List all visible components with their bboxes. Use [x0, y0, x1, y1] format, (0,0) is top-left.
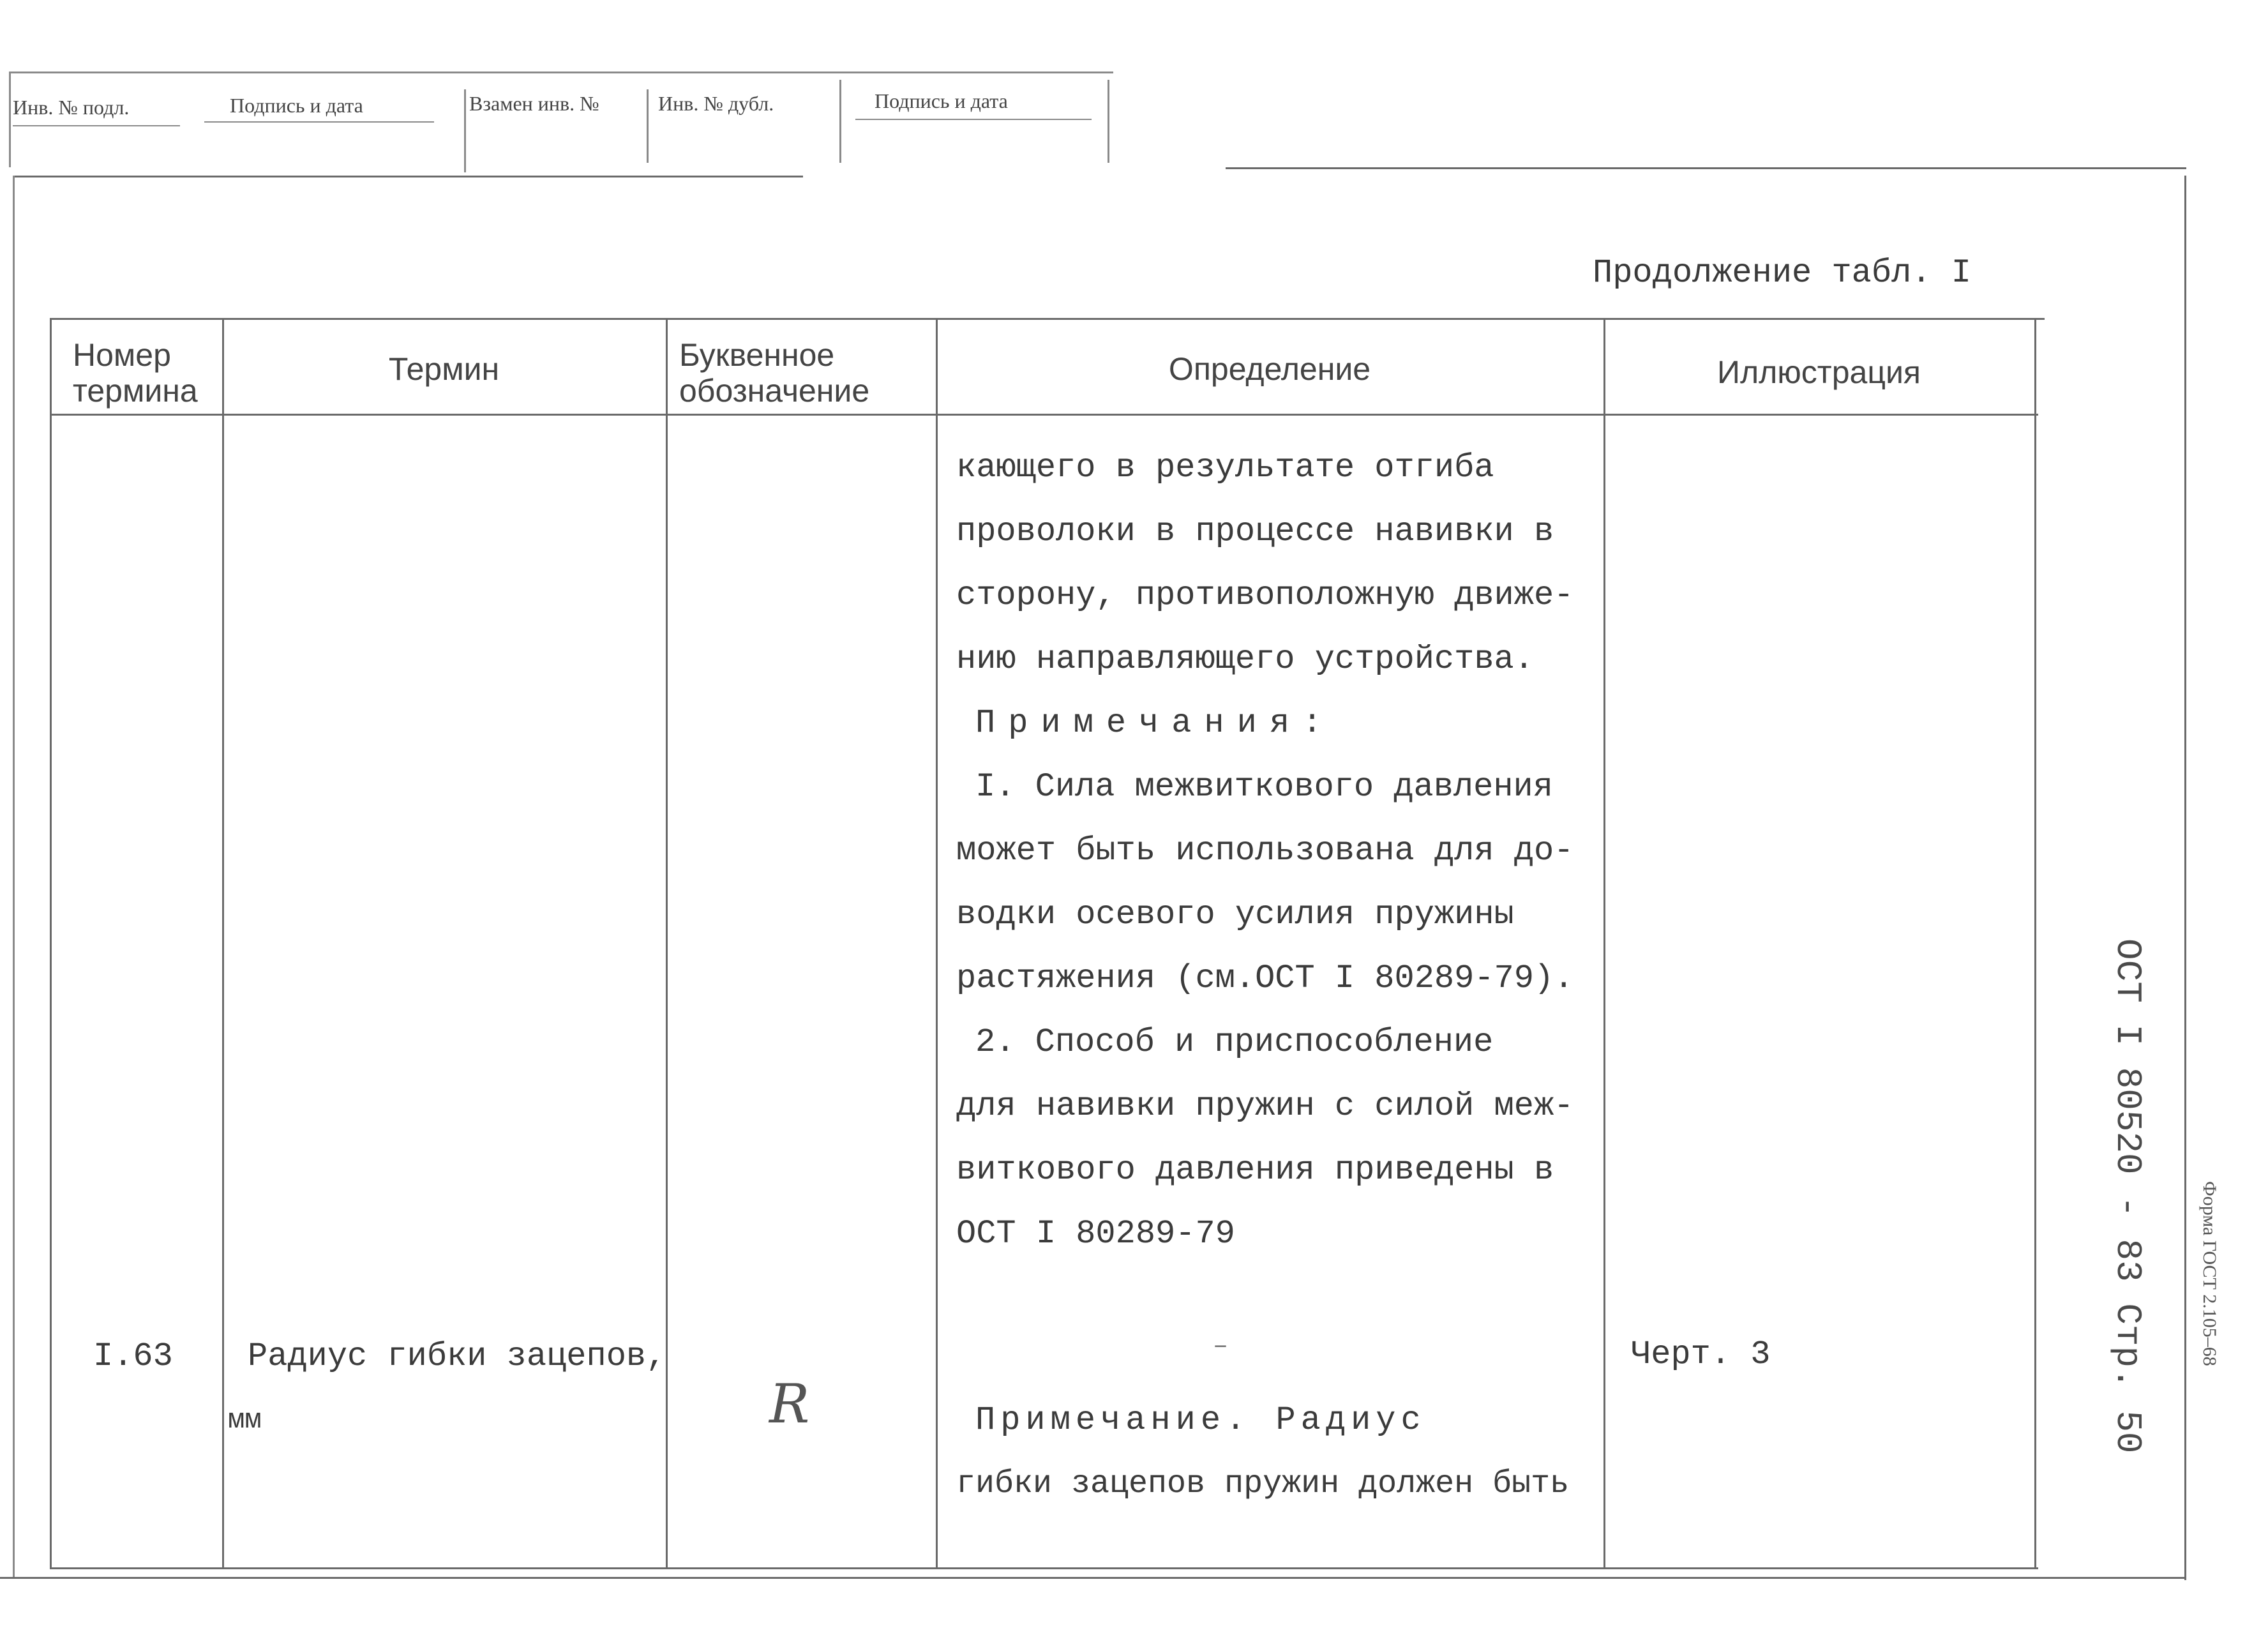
definition-line: растяжения (см.ОСТ I 80289-79).: [956, 960, 1574, 997]
frame-top-line-right: [1226, 167, 2186, 169]
table-top-line: [50, 318, 2045, 320]
term-name-line1: Радиус гибки зацепов,: [248, 1338, 666, 1375]
definition-line: ОСТ I 80289-79: [956, 1215, 1235, 1253]
definition-line: нию направляющего устройства.: [956, 640, 1534, 678]
stamp-divider-3: [839, 80, 841, 163]
notes-heading: Примечания:: [975, 704, 1335, 742]
definition-line: сторону, противоположную движе-: [956, 577, 1574, 614]
header-number: [73, 337, 198, 409]
header-illustration: Иллюстрация: [1717, 354, 1921, 390]
stamp-inv-podl: Инв. № подл.: [13, 96, 130, 119]
stamp-underline-2: [204, 121, 434, 123]
illustration-ref: Черт. 3: [1631, 1336, 1771, 1373]
header-term: Термин: [388, 351, 500, 387]
frame-top-line-left: [13, 176, 803, 177]
table-header-bottom-line: [50, 414, 2038, 416]
table-col-line-4: [1603, 318, 1605, 1569]
stamp-podpis-data-1: Подпись и дата: [230, 94, 363, 117]
stamp-underline-3: [855, 119, 1092, 120]
definition-line: проволоки в процессе навивки в: [956, 513, 1554, 550]
table-col-line-2: [666, 318, 668, 1569]
term-unit: мм: [228, 1405, 262, 1436]
table-col-line-3: [936, 318, 938, 1569]
definition-line: для навивки пружин с силой меж-: [956, 1087, 1574, 1125]
stamp-divider-1: [464, 89, 466, 172]
term-number: I.63: [93, 1338, 173, 1375]
stamp-podpis-data-2: Подпись и дата: [875, 89, 1008, 112]
definition-line: может быть использована для до-: [956, 832, 1574, 870]
table-col-line-0: [50, 318, 52, 1569]
definition-line: I. Сила межвиткового давления: [975, 768, 1553, 806]
stamp-inv-dubl: Инв. № дубл.: [658, 92, 774, 115]
definition-line: виткового давления приведены в: [956, 1151, 1554, 1189]
table-col-line-5: [2034, 318, 2036, 1569]
frame-left-line: [13, 176, 15, 1577]
stamp-vzamen-inv: Взамен инв. №: [469, 92, 599, 115]
header-symbol-line1: Буквенное: [679, 337, 835, 373]
definition-line: водки осевого усилия пружины: [956, 896, 1514, 933]
header-definition: Определение: [1168, 351, 1371, 387]
table-bottom-line: [50, 1567, 2038, 1569]
header-number-line2: термина: [73, 373, 198, 409]
stamp-divider-2: [647, 89, 649, 163]
stamp-underline-1: [13, 125, 180, 126]
side-form-label: Форма ГОСТ 2.105–68: [2199, 1181, 2220, 1366]
frame-right-line: [2184, 176, 2186, 1580]
definition-continuation: [956, 436, 1573, 1266]
header-symbol-line2: обозначение: [679, 373, 870, 409]
stamp-divider-4: [1108, 80, 1109, 163]
frame-bottom-line: [0, 1577, 2186, 1579]
stamp-top-line: [9, 72, 1113, 73]
definition-dash: –: [1213, 1332, 1229, 1361]
stamp-left-line: [9, 72, 11, 167]
table-col-line-1: [222, 318, 224, 1569]
definition-line: 2. Способ и приспособление: [975, 1023, 1494, 1061]
definition-note-line2: гибки зацепов пружин должен быть: [956, 1466, 1570, 1502]
definition-note-line1: Примечание. Радиус: [975, 1401, 1426, 1439]
table-continuation-label: Продолжение табл. I: [1593, 254, 1971, 292]
side-document-code: ОСТ I 80520 - 83 Стр. 50: [2107, 938, 2148, 1454]
definition-line: кающего в результате отгиба: [956, 449, 1494, 486]
header-number-line1: Номер: [73, 337, 171, 373]
header-symbol: [679, 337, 869, 409]
term-symbol: R: [769, 1373, 810, 1435]
